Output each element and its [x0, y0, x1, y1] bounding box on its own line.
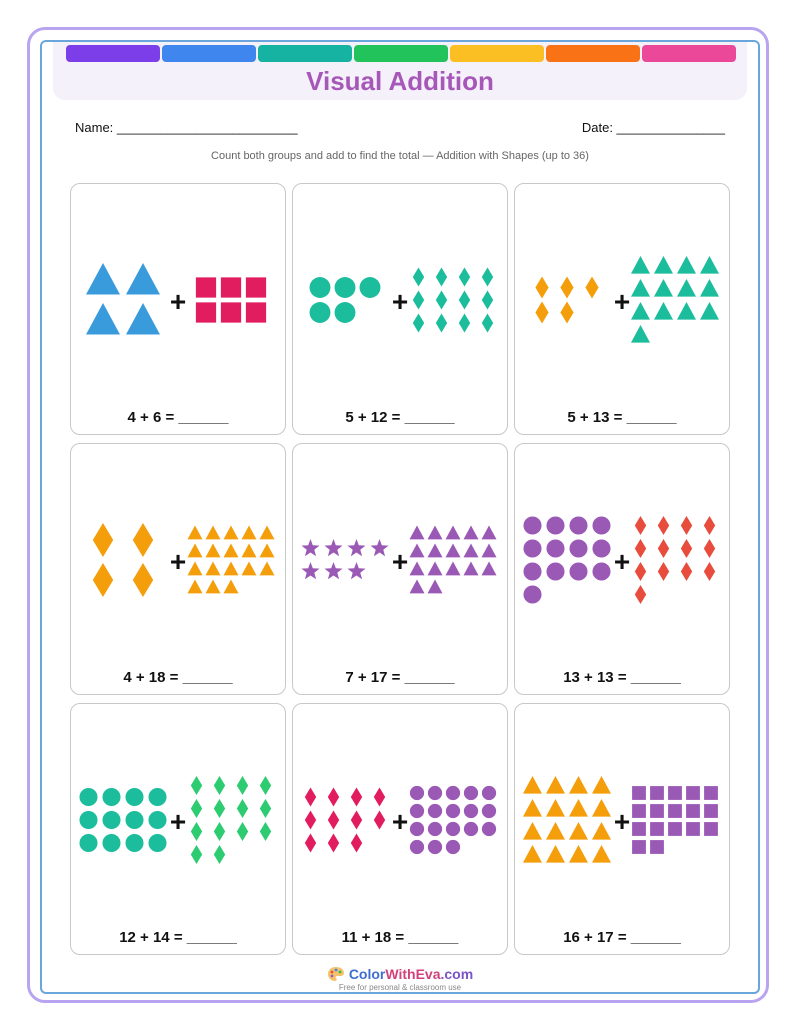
- triangle-shape: [446, 562, 461, 576]
- square-shape: [650, 840, 664, 854]
- square-shape: [704, 804, 718, 818]
- diamond-shape: [413, 314, 424, 333]
- diamond-shape: [237, 776, 248, 795]
- triangle-shape: [677, 279, 696, 297]
- triangle-shape: [410, 544, 425, 558]
- circle-shape: [546, 562, 564, 580]
- diamond-shape: [436, 291, 447, 310]
- diamond-shape: [436, 268, 447, 287]
- diamond-shape: [237, 799, 248, 818]
- triangle-shape: [260, 526, 275, 540]
- triangle-shape: [446, 526, 461, 540]
- triangle-shape: [700, 256, 719, 274]
- circle-shape: [79, 834, 97, 852]
- circle-shape: [592, 516, 610, 534]
- equation: 4 + 6 = ______: [127, 409, 229, 426]
- diamond-shape: [658, 539, 669, 558]
- diamond-shape: [482, 314, 493, 333]
- triangle-shape: [654, 279, 673, 297]
- square-shape: [686, 804, 700, 818]
- diamond-shape: [351, 834, 362, 853]
- plus-sign: +: [169, 546, 187, 577]
- shape-groups: [71, 444, 287, 659]
- square-shape: [632, 786, 646, 800]
- triangle-shape: [631, 279, 650, 297]
- triangle-shape: [569, 822, 588, 840]
- color-stripe: [546, 45, 640, 62]
- triangle-shape: [523, 845, 542, 863]
- triangle-shape: [546, 822, 565, 840]
- triangle-shape: [188, 544, 203, 558]
- triangle-shape: [523, 822, 542, 840]
- plus-sign: +: [169, 806, 187, 837]
- triangle-shape: [569, 845, 588, 863]
- triangle-shape: [428, 580, 443, 594]
- footer-tagline: Free for personal & classroom use: [338, 983, 462, 992]
- square-shape: [686, 786, 700, 800]
- triangle-shape: [546, 776, 565, 794]
- square-shape: [221, 277, 241, 297]
- diamond-shape: [191, 776, 202, 795]
- diamond-shape: [635, 539, 646, 558]
- problem-card: [70, 443, 286, 695]
- circle-shape: [79, 811, 97, 829]
- square-shape: [632, 804, 646, 818]
- circle-shape: [428, 840, 442, 854]
- diamond-shape: [704, 562, 715, 581]
- palette-icon: [327, 966, 345, 982]
- diamond-shape: [374, 788, 385, 807]
- plus-sign: +: [613, 546, 631, 577]
- circle-shape: [125, 788, 143, 806]
- diamond-shape: [560, 302, 573, 324]
- triangle-shape: [126, 303, 160, 334]
- circle-shape: [523, 585, 541, 603]
- circle-shape: [569, 516, 587, 534]
- triangle-shape: [126, 263, 160, 294]
- star-shape: [348, 562, 366, 579]
- problem-card: [70, 183, 286, 435]
- diamond-shape: [459, 314, 470, 333]
- problem-card: [292, 443, 508, 695]
- shape-groups: [515, 444, 731, 659]
- diamond-shape: [658, 562, 669, 581]
- triangle-shape: [260, 562, 275, 576]
- circle-shape: [546, 539, 564, 557]
- equation: 12 + 14 = ______: [119, 929, 237, 946]
- footer: [0, 966, 800, 992]
- diamond-shape: [351, 811, 362, 830]
- diamond-shape: [133, 563, 153, 597]
- problem-card: [514, 703, 730, 955]
- name-field: Name: _________________________: [75, 120, 298, 135]
- shape-groups: [515, 184, 731, 399]
- diamond-shape: [413, 291, 424, 310]
- circle-shape: [428, 804, 442, 818]
- circle-shape: [410, 786, 424, 800]
- diamond-shape: [560, 277, 573, 299]
- diamond-shape: [681, 516, 692, 535]
- triangle-shape: [242, 544, 257, 558]
- diamond-shape: [459, 291, 470, 310]
- circle-shape: [446, 804, 460, 818]
- circle-shape: [335, 302, 356, 323]
- triangle-shape: [224, 580, 239, 594]
- circle-shape: [148, 811, 166, 829]
- circle-shape: [569, 539, 587, 557]
- triangle-shape: [592, 822, 611, 840]
- color-stripe: [162, 45, 256, 62]
- square-shape: [650, 822, 664, 836]
- triangle-shape: [700, 279, 719, 297]
- diamond-shape: [214, 799, 225, 818]
- diamond-shape: [93, 523, 113, 557]
- triangle-shape: [482, 562, 497, 576]
- problem-card: [292, 183, 508, 435]
- diamond-shape: [351, 788, 362, 807]
- triangle-shape: [206, 526, 221, 540]
- equation: 5 + 12 = ______: [345, 409, 455, 426]
- footer-brand: ColorWithEva.com: [0, 966, 800, 982]
- equation: 11 + 18 = ______: [341, 929, 459, 946]
- diamond-shape: [328, 811, 339, 830]
- diamond-shape: [214, 845, 225, 864]
- triangle-shape: [188, 562, 203, 576]
- square-shape: [196, 302, 216, 322]
- diamond-shape: [413, 268, 424, 287]
- instructions: Count both groups and add to find the total — Addition with Shapes (up to 36): [211, 150, 589, 162]
- diamond-shape: [374, 811, 385, 830]
- star-shape: [348, 539, 366, 556]
- diamond-shape: [635, 585, 646, 604]
- page-title: Visual Addition: [306, 66, 494, 96]
- triangle-shape: [206, 580, 221, 594]
- circle-shape: [310, 302, 331, 323]
- equation: 13 + 13 = ______: [563, 669, 681, 686]
- circle-shape: [79, 788, 97, 806]
- triangle-shape: [677, 302, 696, 320]
- square-shape: [704, 786, 718, 800]
- triangle-shape: [86, 263, 120, 294]
- triangle-shape: [260, 544, 275, 558]
- circle-shape: [464, 786, 478, 800]
- diamond-shape: [482, 268, 493, 287]
- equation: 5 + 13 = ______: [567, 409, 677, 426]
- shape-groups: [515, 704, 731, 919]
- diamond-shape: [535, 302, 548, 324]
- circle-shape: [360, 277, 381, 298]
- star-shape: [302, 562, 320, 579]
- diamond-shape: [191, 822, 202, 841]
- triangle-shape: [677, 256, 696, 274]
- shape-groups: [71, 184, 287, 399]
- diamond-shape: [328, 834, 339, 853]
- triangle-shape: [446, 544, 461, 558]
- star-shape: [325, 562, 343, 579]
- shape-groups: [293, 184, 509, 399]
- circle-shape: [428, 822, 442, 836]
- plus-sign: +: [169, 286, 187, 317]
- triangle-shape: [224, 526, 239, 540]
- triangle-shape: [654, 302, 673, 320]
- shape-groups: [71, 704, 287, 919]
- diamond-shape: [535, 277, 548, 299]
- circle-shape: [482, 804, 496, 818]
- star-shape: [325, 539, 343, 556]
- circle-shape: [410, 804, 424, 818]
- problem-card: [292, 703, 508, 955]
- diamond-shape: [635, 516, 646, 535]
- triangle-shape: [592, 845, 611, 863]
- date-field: Date: _______________: [581, 120, 725, 135]
- star-shape: [371, 539, 389, 556]
- plus-sign: +: [391, 546, 409, 577]
- circle-shape: [482, 786, 496, 800]
- diamond-shape: [436, 314, 447, 333]
- diamond-shape: [214, 776, 225, 795]
- plus-sign: +: [391, 806, 409, 837]
- triangle-shape: [654, 256, 673, 274]
- diamond-shape: [214, 822, 225, 841]
- triangle-shape: [224, 562, 239, 576]
- diamond-shape: [328, 788, 339, 807]
- square-shape: [196, 277, 216, 297]
- triangle-shape: [410, 562, 425, 576]
- circle-shape: [102, 788, 120, 806]
- circle-shape: [546, 516, 564, 534]
- circle-shape: [592, 539, 610, 557]
- triangle-shape: [523, 776, 542, 794]
- circle-shape: [102, 811, 120, 829]
- triangle-shape: [631, 256, 650, 274]
- diamond-shape: [704, 516, 715, 535]
- circle-shape: [523, 539, 541, 557]
- triangle-shape: [428, 526, 443, 540]
- problem-card: [514, 443, 730, 695]
- triangle-shape: [464, 526, 479, 540]
- diamond-shape: [305, 788, 316, 807]
- triangle-shape: [592, 799, 611, 817]
- triangle-shape: [546, 799, 565, 817]
- circle-shape: [102, 834, 120, 852]
- triangle-shape: [224, 544, 239, 558]
- triangle-shape: [410, 580, 425, 594]
- diamond-shape: [681, 562, 692, 581]
- equation: 4 + 18 = ______: [123, 669, 233, 686]
- square-shape: [650, 804, 664, 818]
- color-stripe: [450, 45, 544, 62]
- circle-shape: [310, 277, 331, 298]
- triangle-shape: [428, 562, 443, 576]
- triangle-shape: [242, 562, 257, 576]
- diamond-shape: [260, 776, 271, 795]
- circle-shape: [523, 516, 541, 534]
- diamond-shape: [658, 516, 669, 535]
- triangle-shape: [188, 526, 203, 540]
- square-shape: [246, 277, 266, 297]
- diamond-shape: [93, 563, 113, 597]
- square-shape: [686, 822, 700, 836]
- circle-shape: [410, 840, 424, 854]
- circle-shape: [464, 822, 478, 836]
- circle-shape: [592, 562, 610, 580]
- shape-groups: [293, 444, 509, 659]
- diamond-shape: [585, 277, 598, 299]
- square-shape: [632, 840, 646, 854]
- triangle-shape: [482, 544, 497, 558]
- triangle-shape: [410, 526, 425, 540]
- triangle-shape: [631, 302, 650, 320]
- star-shape: [302, 539, 320, 556]
- circle-shape: [148, 788, 166, 806]
- square-shape: [221, 302, 241, 322]
- triangle-shape: [464, 562, 479, 576]
- diamond-shape: [305, 811, 316, 830]
- triangle-shape: [242, 526, 257, 540]
- circle-shape: [335, 277, 356, 298]
- circle-shape: [464, 804, 478, 818]
- triangle-shape: [523, 799, 542, 817]
- triangle-shape: [86, 303, 120, 334]
- diamond-shape: [704, 539, 715, 558]
- color-stripe: [354, 45, 448, 62]
- circle-shape: [482, 822, 496, 836]
- square-shape: [668, 804, 682, 818]
- circle-shape: [428, 786, 442, 800]
- circle-shape: [446, 786, 460, 800]
- square-shape: [668, 822, 682, 836]
- triangle-shape: [428, 544, 443, 558]
- diamond-shape: [260, 822, 271, 841]
- square-shape: [246, 302, 266, 322]
- diamond-shape: [191, 845, 202, 864]
- triangle-shape: [569, 799, 588, 817]
- diamond-shape: [260, 799, 271, 818]
- circle-shape: [446, 822, 460, 836]
- color-stripe: [258, 45, 352, 62]
- triangle-shape: [592, 776, 611, 794]
- diamond-shape: [237, 822, 248, 841]
- equation: 16 + 17 = ______: [563, 929, 681, 946]
- triangle-shape: [546, 845, 565, 863]
- circle-shape: [569, 562, 587, 580]
- problem-card: [70, 703, 286, 955]
- triangle-shape: [206, 544, 221, 558]
- diamond-shape: [191, 799, 202, 818]
- equation: 7 + 17 = ______: [345, 669, 455, 686]
- circle-shape: [410, 822, 424, 836]
- diamond-shape: [305, 834, 316, 853]
- diamond-shape: [635, 562, 646, 581]
- circle-shape: [148, 834, 166, 852]
- triangle-shape: [482, 526, 497, 540]
- square-shape: [650, 786, 664, 800]
- triangle-shape: [700, 302, 719, 320]
- plus-sign: +: [613, 286, 631, 317]
- diamond-shape: [681, 539, 692, 558]
- color-stripe: [642, 45, 736, 62]
- circle-shape: [125, 834, 143, 852]
- plus-sign: +: [391, 286, 409, 317]
- square-shape: [668, 786, 682, 800]
- triangle-shape: [464, 544, 479, 558]
- triangle-shape: [569, 776, 588, 794]
- triangle-shape: [206, 562, 221, 576]
- circle-shape: [125, 811, 143, 829]
- diamond-shape: [482, 291, 493, 310]
- color-stripe: [66, 45, 160, 62]
- circle-shape: [523, 562, 541, 580]
- problem-card: [514, 183, 730, 435]
- circle-shape: [446, 840, 460, 854]
- triangle-shape: [631, 325, 650, 343]
- plus-sign: +: [613, 806, 631, 837]
- diamond-shape: [133, 523, 153, 557]
- shape-groups: [293, 704, 509, 919]
- diamond-shape: [459, 268, 470, 287]
- square-shape: [704, 822, 718, 836]
- triangle-shape: [188, 580, 203, 594]
- square-shape: [632, 822, 646, 836]
